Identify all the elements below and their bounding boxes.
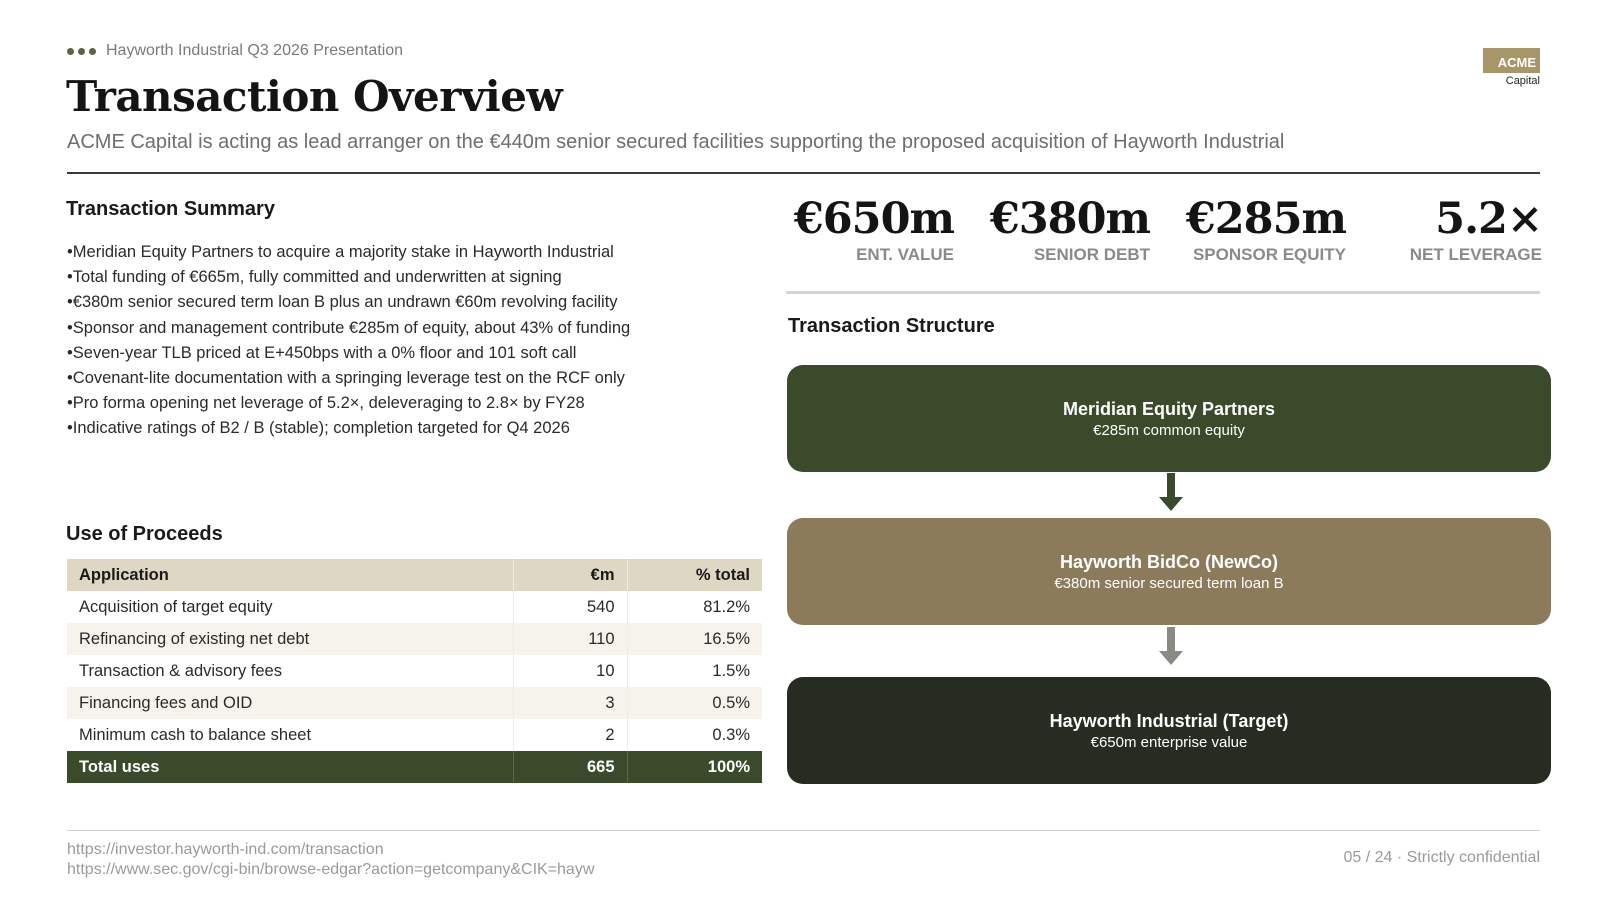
summary-heading: Transaction Summary <box>66 198 275 220</box>
summary-bullet: •Covenant-lite documentation with a springing leverage test on the RCF only <box>67 369 625 388</box>
cell-percent: 0.3% <box>712 725 750 744</box>
proceeds-heading: Use of Proceeds <box>66 523 223 545</box>
kpi-label: NET LEVERAGE <box>1409 245 1542 264</box>
column-header-percent: % total <box>627 559 762 591</box>
page-number: 05 / 24 · Strictly confidential <box>1343 849 1540 866</box>
footer-link-investor[interactable]: https://investor.hayworth-ind.com/transaction <box>67 841 384 858</box>
cell-amount: 2 <box>513 719 627 751</box>
logo-mark: ACME <box>1483 48 1540 73</box>
summary-bullet: •Total funding of €665m, fully committed and underwritten at signing <box>67 268 562 287</box>
column-header-amount: €m <box>513 559 627 591</box>
cell-total-percent: 100% <box>627 751 762 783</box>
summary-bullet: •Sponsor and management contribute €285m of equity, about 43% of funding <box>67 318 631 337</box>
down-arrow-icon <box>1159 473 1183 511</box>
structure-heading: Transaction Structure <box>788 315 995 337</box>
kpi-label: SPONSOR EQUITY <box>1192 245 1346 264</box>
header-divider <box>67 172 1540 174</box>
down-arrow-icon <box>1159 627 1183 665</box>
cell-application: Acquisition of target equity <box>67 591 513 623</box>
column-header-application: Application <box>67 559 513 591</box>
table-total-row <box>67 751 762 783</box>
cell-application: Minimum cash to balance sheet <box>67 719 513 751</box>
structure-box-title: Hayworth Industrial (Target) <box>1049 710 1289 731</box>
structure-box-subtitle: €650m enterprise value <box>1090 733 1248 751</box>
logo-subtext: Capital <box>1505 75 1540 87</box>
summary-bullet: •Indicative ratings of B2 / B (stable); completion targeted for Q4 2026 <box>67 419 570 438</box>
cell-total-label: Total uses <box>67 751 513 783</box>
cell-application: Transaction & advisory fees <box>67 655 513 687</box>
kpi-net-leverage <box>1410 193 1542 265</box>
table-row <box>67 623 762 655</box>
cell-percent: 1.5% <box>712 661 750 680</box>
cell-amount: 10 <box>513 655 627 687</box>
structure-box-title: Meridian Equity Partners <box>1062 398 1276 419</box>
page-title: Transaction Overview <box>66 72 563 121</box>
table-row <box>67 591 762 623</box>
summary-bullet: •Seven-year TLB priced at E+450bps with a 0% floor and 101 soft call <box>67 343 577 362</box>
kpi-label: ENT. VALUE <box>856 245 954 264</box>
cell-amount: 540 <box>513 591 627 623</box>
page-subtitle: ACME Capital is acting as lead arranger on the €440m senior secured facilities supporting the proposed acquisition of Hayworth Industrial <box>67 131 1285 153</box>
summary-bullet: •Pro forma opening net leverage of 5.2×, deleveraging to 2.8× by FY28 <box>67 394 585 413</box>
footer-links <box>67 840 594 880</box>
cell-amount: 3 <box>513 687 627 719</box>
table-row <box>67 719 762 751</box>
summary-bullet: •Meridian Equity Partners to acquire a majority stake in Hayworth Industrial <box>67 243 614 261</box>
kpi-value: €380m <box>989 194 1150 244</box>
footer-link-sec[interactable]: https://www.sec.gov/cgi-bin/browse-edgar?action=getcompany&CIK=hayw <box>67 861 595 878</box>
presentation-header <box>67 42 403 60</box>
structure-box-subtitle: €285m common equity <box>1093 421 1245 439</box>
summary-bullet: •€380m senior secured term loan B plus an undrawn €60m revolving facility <box>67 293 618 312</box>
summary-bullet-list <box>67 240 630 442</box>
kpi-senior-debt <box>990 193 1150 265</box>
acme-capital-logo <box>1483 48 1540 87</box>
structure-box-sponsor <box>787 365 1551 472</box>
cell-total-amount: 665 <box>513 751 627 783</box>
table-row <box>67 655 762 687</box>
kpi-divider <box>786 291 1540 294</box>
cell-percent: 0.5% <box>627 687 762 719</box>
cell-application: Refinancing of existing net debt <box>67 623 513 655</box>
proceeds-table <box>67 559 762 783</box>
kpi-sponsor-equity <box>1186 193 1346 265</box>
structure-box-title: Hayworth BidCo (NewCo) <box>1060 551 1278 572</box>
cell-percent: 81.2% <box>703 597 750 616</box>
presentation-label: Hayworth Industrial Q3 2026 Presentation <box>106 42 404 59</box>
footer-divider <box>67 830 1540 831</box>
kpi-value: 5.2× <box>1435 194 1542 244</box>
cell-application: Financing fees and OID <box>67 687 513 719</box>
kpi-value: €650m <box>793 194 954 244</box>
structure-box-target <box>787 677 1551 784</box>
table-row <box>67 687 762 719</box>
kpi-label: SENIOR DEBT <box>1033 245 1150 264</box>
kpi-value: €285m <box>1185 194 1346 244</box>
structure-box-subtitle: €380m senior secured term loan B <box>1054 574 1284 592</box>
cell-amount: 110 <box>513 623 627 655</box>
cell-percent: 16.5% <box>627 623 762 655</box>
kpi-enterprise-value <box>794 193 954 265</box>
dots-icon <box>67 48 96 55</box>
table-header-row <box>67 559 762 591</box>
structure-box-bidco <box>787 518 1551 625</box>
